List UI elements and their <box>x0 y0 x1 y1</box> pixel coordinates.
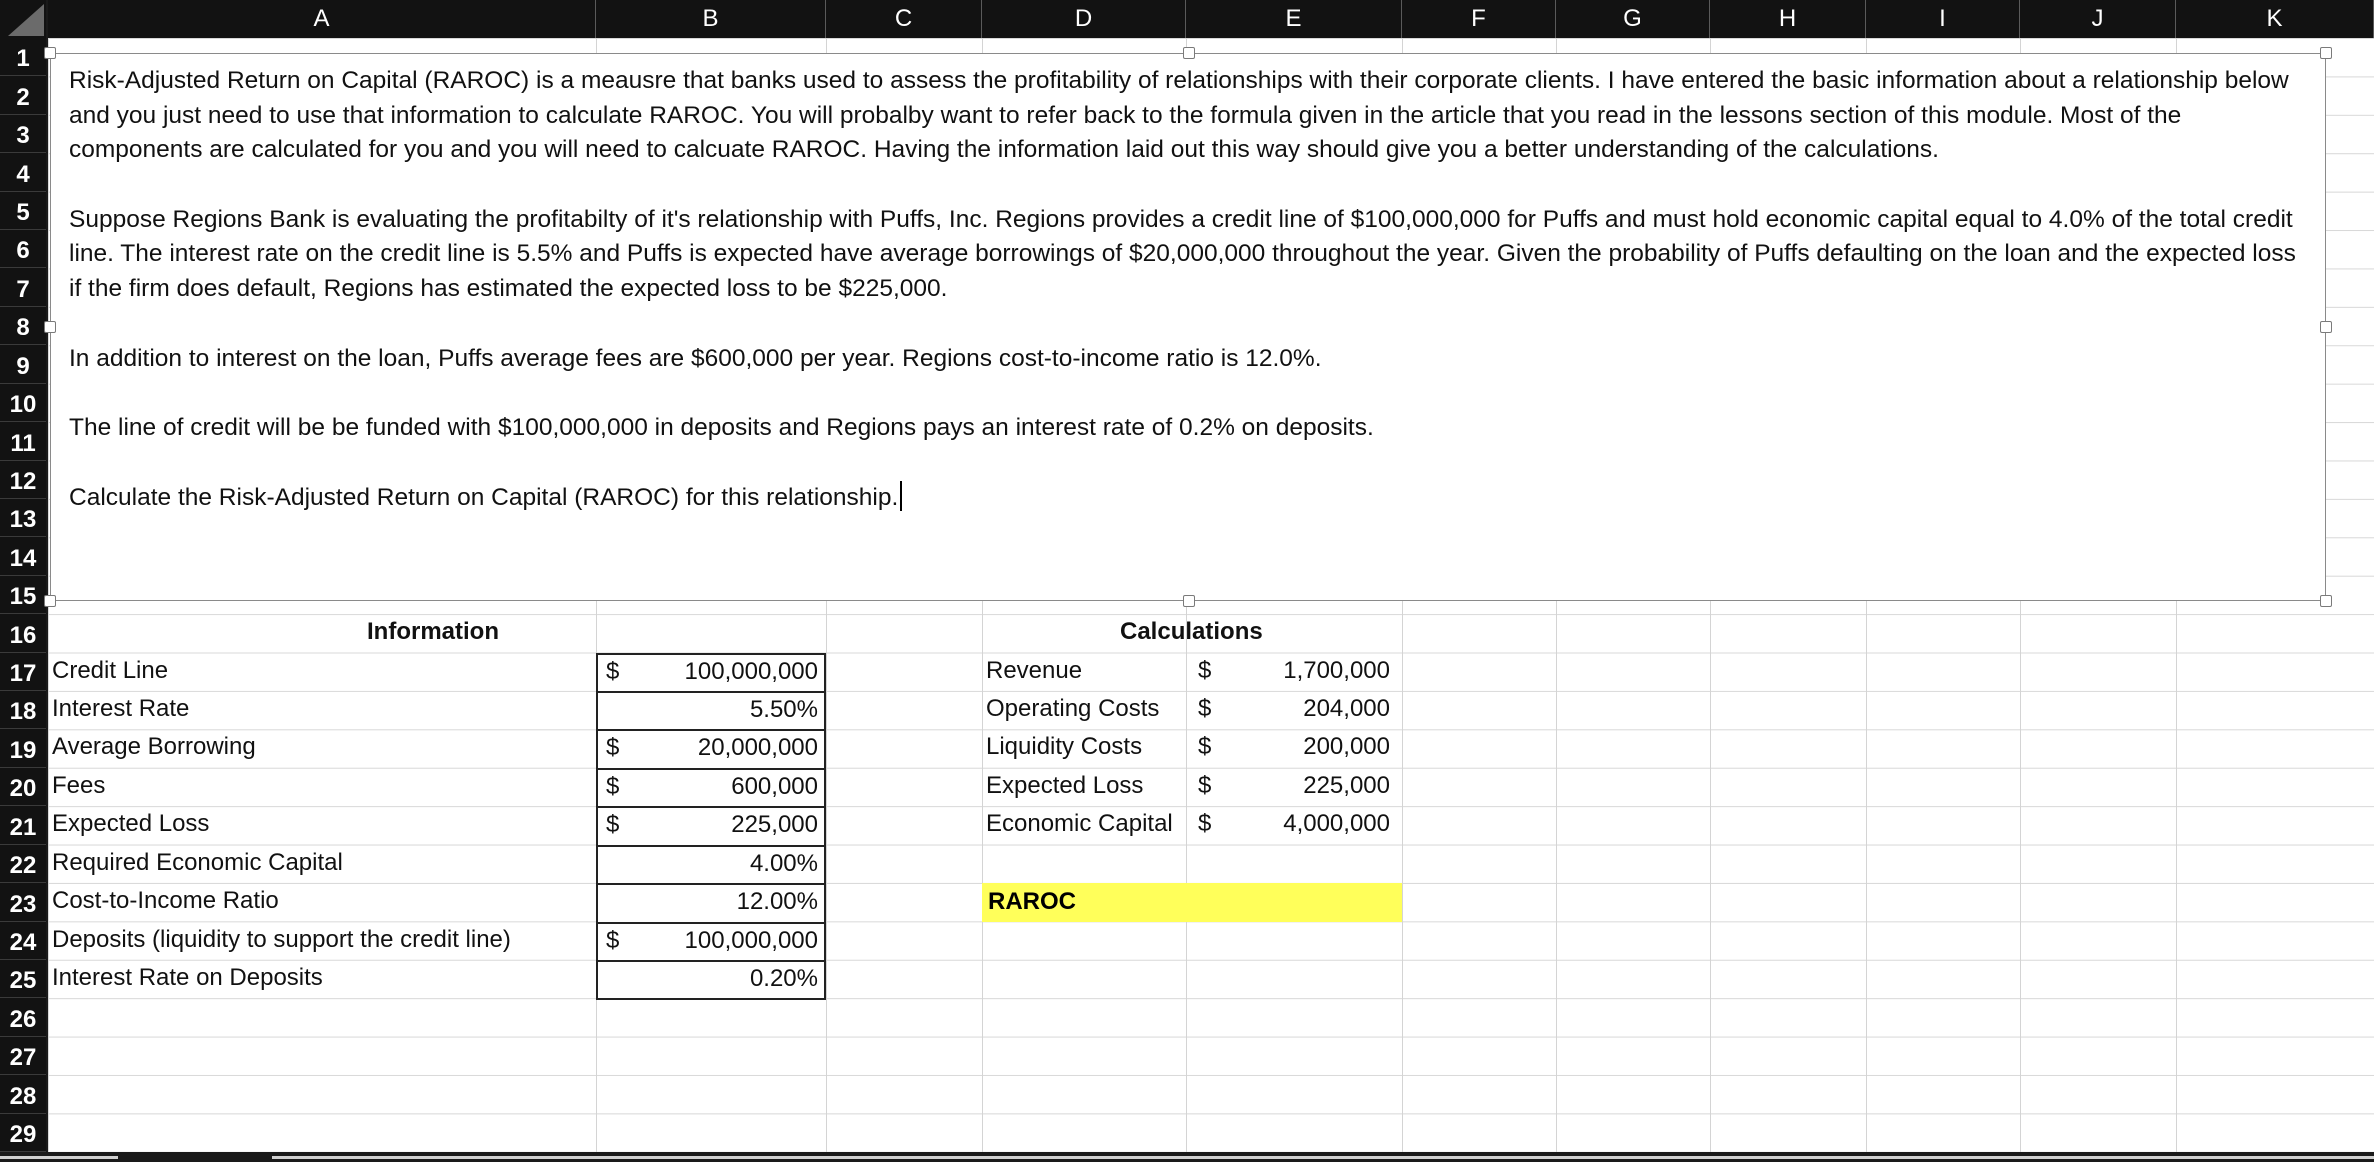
information-header: Information <box>367 618 499 646</box>
row-header-29[interactable]: 29 <box>0 1114 46 1152</box>
row-header-19[interactable]: 19 <box>0 729 46 767</box>
column-header-g[interactable]: G <box>1556 0 1710 38</box>
info-value: 100,000,000 <box>684 657 818 685</box>
column-header-f[interactable]: F <box>1402 0 1556 38</box>
info-value: 4.00% <box>749 849 818 877</box>
raroc-cell[interactable] <box>982 883 1402 921</box>
currency-symbol: $ <box>1198 810 1212 838</box>
info-label[interactable]: Interest Rate on Deposits <box>52 963 323 991</box>
raroc-label: RAROC <box>988 888 1076 916</box>
currency-symbol: $ <box>1198 695 1212 723</box>
horizontal-scrollbar[interactable] <box>272 1156 2374 1159</box>
column-header-i[interactable]: I <box>1866 0 2020 38</box>
textbox-paragraph-scenario: Suppose Regions Bank is evaluating the profitabilty of it's relationship with Puffs, Inc. Regions provides a credit line of $100,000,000 for Puffs and must hold economic capital equal to 4.0% of the total credit line. The interest rate on the credit line is 5.5% and Puffs is expected have average borrowings of $20,000,000 throughout the year. Given the probability of Puffs defaulting on the loan and the expected loss if the firm does default, Regions has estimated the expected loss to be $225,000. <box>69 205 2296 302</box>
row-header-11[interactable]: 11 <box>0 422 46 460</box>
info-value: 12.00% <box>736 888 818 916</box>
currency-symbol: $ <box>606 772 620 800</box>
resize-handle-bottom-left[interactable] <box>44 595 56 607</box>
calc-value[interactable]: 225,000 <box>1303 771 1390 799</box>
info-label[interactable]: Credit Line <box>52 656 169 684</box>
info-label[interactable]: Expected Loss <box>52 810 210 838</box>
info-label[interactable]: Interest Rate <box>52 695 190 723</box>
row-header-6[interactable]: 6 <box>0 230 46 268</box>
info-label[interactable]: Required Economic Capital <box>52 848 343 876</box>
column-header-e[interactable]: E <box>1186 0 1402 38</box>
row-header-10[interactable]: 10 <box>0 384 46 422</box>
row-header-16[interactable]: 16 <box>0 614 46 652</box>
textbox-paragraph-task <box>69 481 2309 516</box>
select-all-corner[interactable] <box>0 0 46 38</box>
column-header-d[interactable]: D <box>982 0 1186 38</box>
resize-handle-top-right[interactable] <box>2320 47 2332 59</box>
info-label[interactable]: Fees <box>52 771 106 799</box>
resize-handle-middle-right[interactable] <box>2320 321 2332 333</box>
currency-symbol: $ <box>606 811 620 839</box>
calc-label[interactable]: Revenue <box>986 656 1083 684</box>
column-header-b[interactable]: B <box>596 0 826 38</box>
row-header-7[interactable]: 7 <box>0 268 46 306</box>
info-label[interactable]: Deposits (liquidity to support the credit line) <box>52 925 511 953</box>
calc-value[interactable]: 1,700,000 <box>1283 656 1390 684</box>
row-header-28[interactable]: 28 <box>0 1075 46 1113</box>
row-header-22[interactable]: 22 <box>0 845 46 883</box>
info-value-cell[interactable] <box>596 960 826 1000</box>
info-value: 5.50% <box>749 696 818 724</box>
info-label[interactable]: Cost-to-Income Ratio <box>52 887 279 915</box>
row-header-27[interactable]: 27 <box>0 1037 46 1075</box>
select-all-triangle-icon <box>0 0 46 38</box>
sheet-tab-indicator <box>0 1156 118 1159</box>
column-header-k[interactable]: K <box>2176 0 2374 38</box>
info-value-cell[interactable] <box>596 691 826 731</box>
column-header-h[interactable]: H <box>1710 0 1866 38</box>
calculations-header: Calculations <box>1120 618 1263 646</box>
row-header-4[interactable]: 4 <box>0 153 46 191</box>
row-header-9[interactable]: 9 <box>0 345 46 383</box>
column-header-a[interactable]: A <box>48 0 596 38</box>
calc-value[interactable]: 4,000,000 <box>1283 810 1390 838</box>
info-value: 225,000 <box>731 811 818 839</box>
row-header-26[interactable]: 26 <box>0 998 46 1036</box>
resize-handle-top-left[interactable] <box>44 47 56 59</box>
row-header-15[interactable]: 15 <box>0 576 46 614</box>
row-header-25[interactable]: 25 <box>0 960 46 998</box>
row-header-13[interactable]: 13 <box>0 499 46 537</box>
textbox-paragraph-deposits: The line of credit will be be funded with $100,000,000 in deposits and Regions pays an interest rate of 0.2% on deposits. <box>69 414 1374 442</box>
resize-handle-top-middle[interactable] <box>1183 47 1195 59</box>
info-value-cell[interactable] <box>596 768 826 808</box>
column-header-c[interactable]: C <box>826 0 982 38</box>
currency-symbol: $ <box>1198 656 1212 684</box>
row-header-20[interactable]: 20 <box>0 768 46 806</box>
column-header-j[interactable]: J <box>2020 0 2176 38</box>
row-header-24[interactable]: 24 <box>0 922 46 960</box>
currency-symbol: $ <box>606 926 620 954</box>
info-value-cell[interactable] <box>596 845 826 885</box>
info-value-cell[interactable] <box>596 806 826 846</box>
instructions-textbox[interactable] <box>50 53 2326 601</box>
row-header-21[interactable]: 21 <box>0 806 46 844</box>
calc-label[interactable]: Economic Capital <box>986 810 1173 838</box>
calc-value[interactable]: 204,000 <box>1303 695 1390 723</box>
resize-handle-middle-left[interactable] <box>44 321 56 333</box>
text-cursor <box>900 481 902 511</box>
currency-symbol: $ <box>1198 733 1212 761</box>
row-header-1[interactable]: 1 <box>0 38 46 76</box>
info-value: 600,000 <box>731 772 818 800</box>
row-header-14[interactable]: 14 <box>0 537 46 575</box>
calc-value[interactable]: 200,000 <box>1303 733 1390 761</box>
info-value: 20,000,000 <box>697 734 818 762</box>
currency-symbol: $ <box>1198 771 1212 799</box>
row-header-5[interactable]: 5 <box>0 192 46 230</box>
info-value-cell[interactable] <box>596 922 826 962</box>
row-header-3[interactable]: 3 <box>0 115 46 153</box>
info-value-cell[interactable] <box>596 653 826 693</box>
info-label[interactable]: Average Borrowing <box>52 733 256 761</box>
row-header-23[interactable]: 23 <box>0 883 46 921</box>
resize-handle-bottom-right[interactable] <box>2320 595 2332 607</box>
textbox-paragraph-fees: In addition to interest on the loan, Puffs average fees are $600,000 per year. Regions cost-to-income ratio is 12.0%. <box>69 344 1322 372</box>
resize-handle-bottom-middle[interactable] <box>1183 595 1195 607</box>
row-header-12[interactable]: 12 <box>0 461 46 499</box>
calc-label[interactable]: Operating Costs <box>986 695 1160 723</box>
row-header-18[interactable]: 18 <box>0 691 46 729</box>
row-header-2[interactable]: 2 <box>0 76 46 114</box>
row-header-8[interactable]: 8 <box>0 307 46 345</box>
currency-symbol: $ <box>606 734 620 762</box>
textbox-task-text: Calculate the Risk-Adjusted Return on Capital (RAROC) for this relationship. <box>69 483 899 511</box>
row-header-17[interactable]: 17 <box>0 653 46 691</box>
info-value: 100,000,000 <box>684 926 818 954</box>
textbox-paragraph-intro: Risk-Adjusted Return on Capital (RAROC) is a meausre that banks used to assess the profitability of relationships with their corporate clients. I have entered the basic information about a relationship below and you just need to use that information to calculate RAROC. You will probalby want to refer back to the formula given in the article that you read in the lessons section of this module. Most of the components are calculated for you and you will need to calcuate RAROC. Having the information laid out this way should give you a better understanding of the calculations. <box>69 67 2289 164</box>
calc-label[interactable]: Liquidity Costs <box>986 733 1143 761</box>
info-value-cell[interactable] <box>596 729 826 769</box>
calc-label[interactable]: Expected Loss <box>986 771 1144 799</box>
currency-symbol: $ <box>606 657 620 685</box>
info-value-cell[interactable] <box>596 883 826 923</box>
info-value: 0.20% <box>749 964 818 992</box>
